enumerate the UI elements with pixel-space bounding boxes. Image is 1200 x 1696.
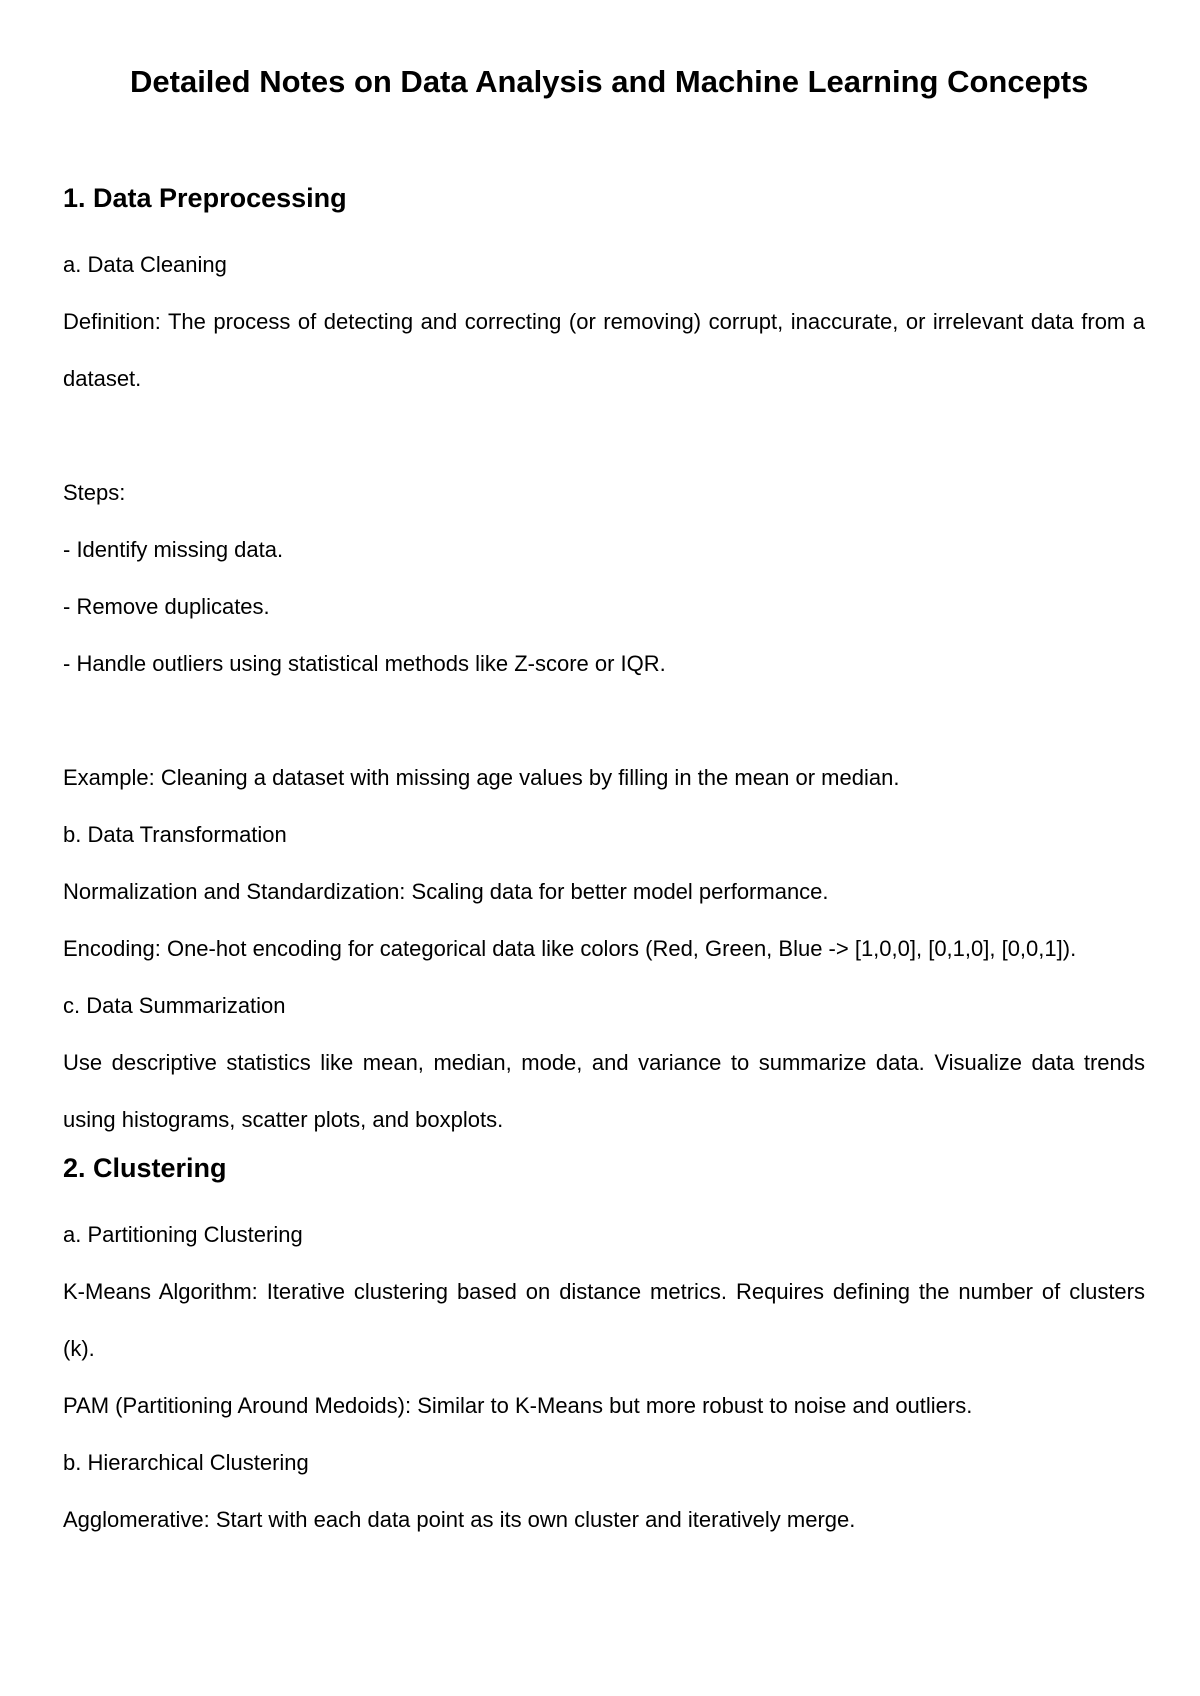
kmeans-paragraph: K-Means Algorithm: Iterative clustering based on distance metrics. Requires defining the number of clusters (k). [63,1279,1145,1361]
normalization-paragraph: Normalization and Standardization: Scaling data for better model performance. [63,879,829,904]
section-heading: 1. Data Preprocessing [63,183,347,213]
agglomerative-paragraph: Agglomerative: Start with each data point as its own cluster and iteratively merge. [63,1507,856,1532]
pam-paragraph: PAM (Partitioning Around Medoids): Similar to K-Means but more robust to noise and outliers. [63,1393,973,1418]
subsection-heading-hierarchical-clustering: b. Hierarchical Clustering [63,1450,309,1475]
subsection-heading-partitioning-clustering: a. Partitioning Clustering [63,1222,303,1247]
summarization-paragraph: Use descriptive statistics like mean, median, mode, and variance to summarize data. Visualize data trends using histograms, scatter plots, and boxplots. [63,1050,1145,1132]
example-paragraph: Example: Cleaning a dataset with missing age values by filling in the mean or median. [63,765,900,790]
subsection-heading-data-transformation: b. Data Transformation [63,822,287,847]
step-item: - Identify missing data. [63,537,284,562]
section-clustering [63,1148,1145,1548]
document-title: Detailed Notes on Data Analysis and Machine Learning Concepts [130,64,1089,99]
document-body [63,178,1145,1548]
step-item: - Handle outliers using statistical methods like Z-score or IQR. [63,651,666,676]
encoding-paragraph: Encoding: One-hot encoding for categorical data like colors (Red, Green, Blue -> [1,0,0], [0,1,0], [0,0,1]). [63,936,1077,961]
blank-line [63,692,1145,749]
definition-paragraph: Definition: The process of detecting and correcting (or removing) corrupt, inaccurate, or irrelevant data from a dataset. [63,309,1145,391]
step-item: - Remove duplicates. [63,594,270,619]
section-data-preprocessing [63,178,1145,1148]
steps-label: Steps: [63,480,126,505]
subsection-heading-data-summarization: c. Data Summarization [63,993,286,1018]
section-heading: 2. Clustering [63,1153,227,1183]
blank-line [63,407,1145,464]
subsection-heading-data-cleaning: a. Data Cleaning [63,252,227,277]
